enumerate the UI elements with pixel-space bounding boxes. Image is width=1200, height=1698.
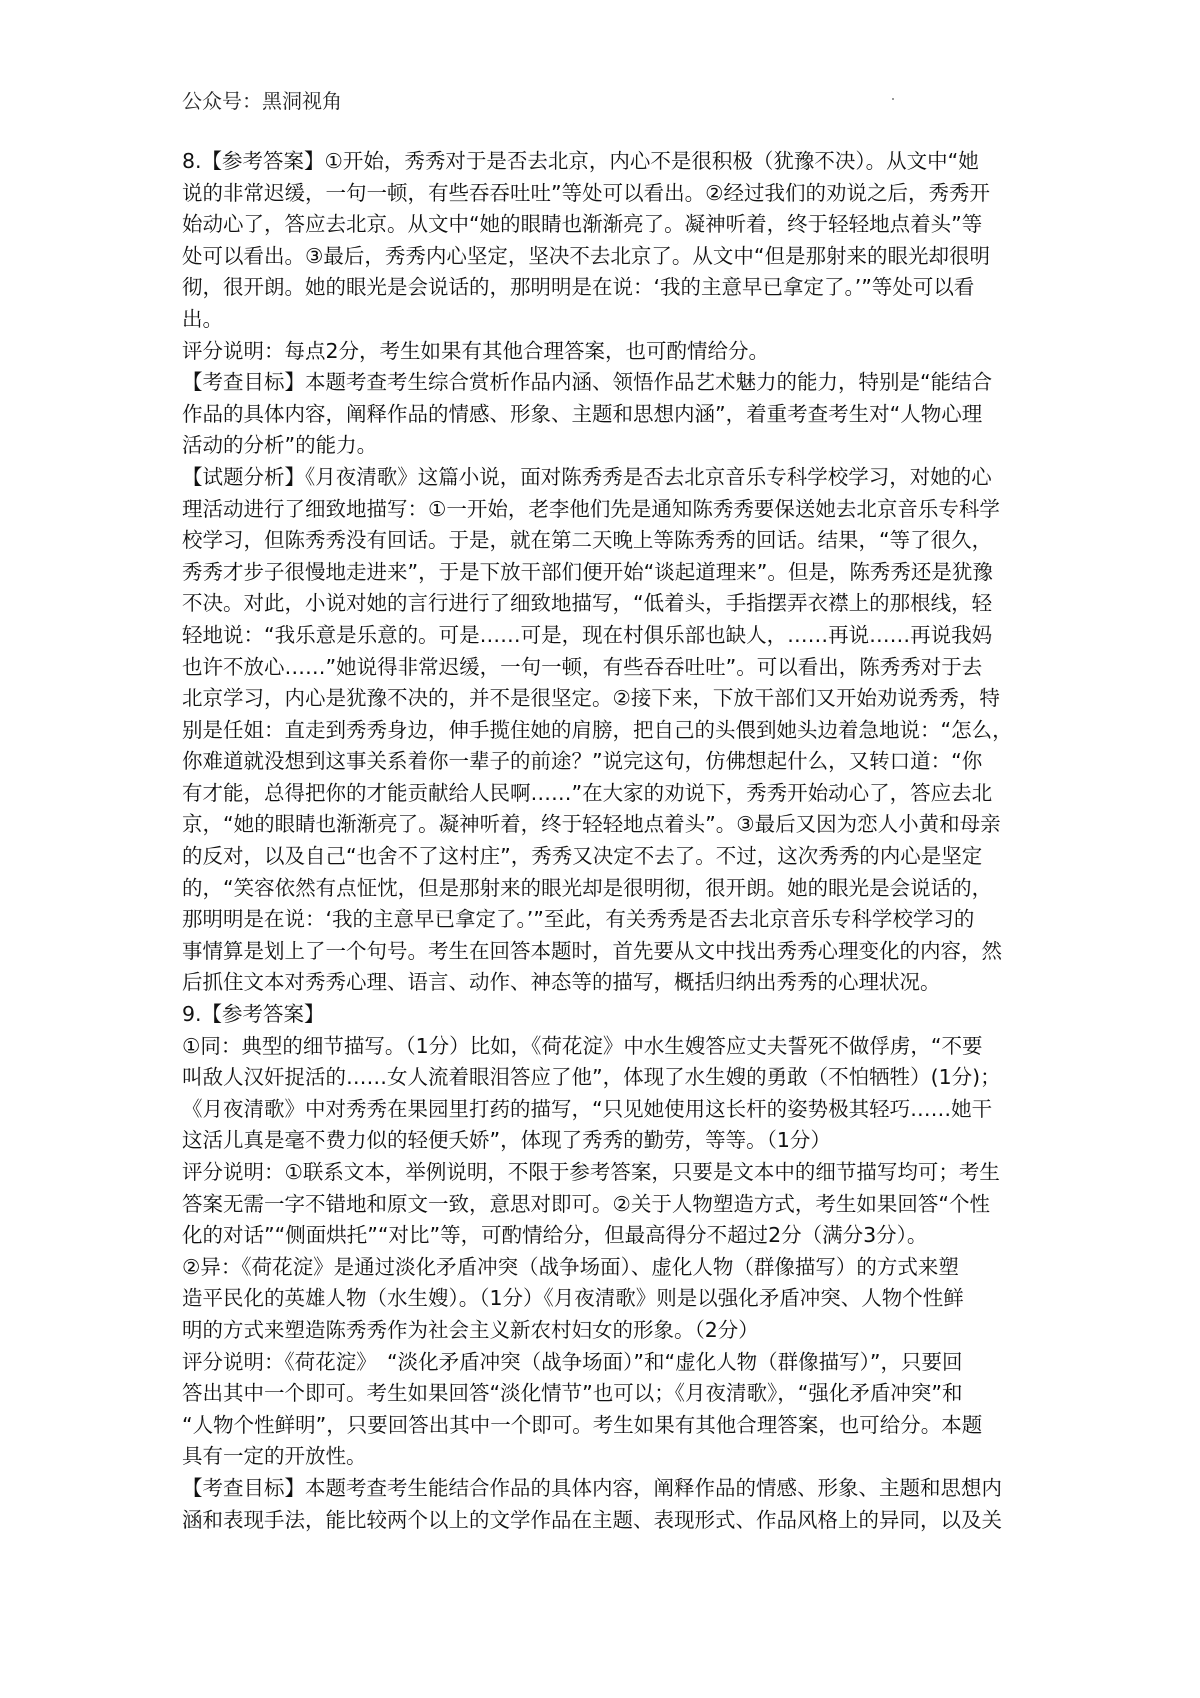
text-line: 评分说明：《荷花淀》 “淡化矛盾冲突（战争场面）”和“虚化人物（群像描写）”，只要回 bbox=[182, 1349, 963, 1374]
answer-text-body bbox=[182, 146, 1032, 1536]
text-line: 8.【参考答案】①开始，秀秀对于是否去北京，内心不是很积极（犹豫不决）。从文中“她 bbox=[182, 149, 979, 173]
text-line: ②异：《荷花淀》是通过淡化矛盾冲突（战争场面）、虚化人物（群像描写）的方式来塑 bbox=[182, 1254, 959, 1279]
text-line: 评分说明：①联系文本，举例说明，不限于参考答案，只要是文本中的细节描写均可；考生 bbox=[182, 1160, 1000, 1184]
text-line: 别是任姐：直走到秀秀身边，伸手揽住她的肩膀，把自己的头偎到她头边着急地说：“怎么， bbox=[182, 717, 1013, 742]
text-line: 有才能，总得把你的才能贡献给人民啊……”在大家的劝说下，秀秀开始动心了，答应去北 bbox=[182, 780, 993, 805]
text-line: 彻，很开朗。她的眼光是会说话的，那明明是在说：‘我的主意早已拿定了。’”等处可以看 bbox=[182, 275, 975, 300]
text-line: 京，“她的眼睛也渐渐亮了。凝神听着，终于轻轻地点着头”。③最后又因为恋人小黄和母亲 bbox=[182, 812, 1001, 837]
text-line: 【考查目标】本题考查考生能结合作品的具体内容，阐释作品的情感、形象、主题和思想内 bbox=[182, 1475, 1002, 1500]
text-line: 具有一定的开放性。 bbox=[182, 1444, 367, 1469]
text-line: 你难道就没想到这事关系着你一辈子的前途？”说完这句，仿佛想起什么，又转口道：“你 bbox=[182, 749, 983, 774]
text-line: 的，“笑容依然有点怔忱，但是那射来的眼光却是很明彻，很开朗。她的眼光是会说话的， bbox=[182, 875, 993, 900]
text-line: 叫敌人汉奸捉活的……女人流着眼泪答应了他”，体现了水生嫂的勇敢（不怕牺牲）(1分)； bbox=[182, 1065, 1001, 1090]
text-line: 涵和表现手法，能比较两个以上的文学作品在主题、表现形式、作品风格上的异同，以及关 bbox=[182, 1507, 1002, 1532]
text-line: 北京学习，内心是犹豫不决的，并不是很坚定。②接下来，下放干部们又开始劝说秀秀，特 bbox=[182, 686, 1000, 711]
text-line: 的反对，以及自己“也舍不了这村庄”，秀秀又决定不去了。不过，这次秀秀的内心是坚定 bbox=[182, 844, 983, 869]
scan-dot bbox=[892, 98, 894, 100]
text-line: 不决。对此，小说对她的言行进行了细致地描写，“低着头，手指摆弄衣襟上的那根线，轻 bbox=[182, 591, 993, 616]
text-line: ①同：典型的细节描写。（1分）比如，《荷花淀》中水生嫂答应丈夫誓死不做俘虏，“不要 bbox=[182, 1033, 983, 1058]
text-line: 校学习，但陈秀秀没有回话。于是，就在第二天晚上等陈秀秀的回话。结果，“等了很久， bbox=[182, 528, 993, 553]
text-line: 这活儿真是毫不费力似的轻便夭娇”，体现了秀秀的勤劳，等等。（1分） bbox=[182, 1128, 831, 1153]
text-line: 那明明是在说：‘我的主意早已拿定了。’”至此，有关秀秀是否去北京音乐专科学校学习的 bbox=[182, 907, 975, 932]
text-line: 后抓住文本对秀秀心理、语言、动作、神态等的描写，概括归纳出秀秀的心理状况。 bbox=[182, 970, 941, 995]
text-line: 造平民化的英雄人物（水生嫂）。（1分）《月夜清歌》则是以强化矛盾冲突、人物个性鲜 bbox=[182, 1286, 964, 1311]
text-line: 轻地说：“我乐意是乐意的。可是……可是，现在村俱乐部也缺人，……再说……再说我妈 bbox=[182, 622, 993, 647]
text-line: 9.【参考答案】 bbox=[182, 1002, 325, 1027]
text-line: 答出其中一个即可。考生如果回答“淡化情节”也可以；《月夜清歌》，“强化矛盾冲突”和 bbox=[182, 1381, 963, 1406]
text-line: 处可以看出。③最后，秀秀内心坚定，坚决不去北京了。从文中“但是那射来的眼光却很明 bbox=[182, 243, 990, 268]
text-line: 也许不放心……”她说得非常迟缓，一句一顿，有些吞吞吐吐”。可以看出，陈秀秀对于去 bbox=[182, 654, 983, 679]
text-line: 化的对话”“侧面烘托”“对比”等，可酌情给分，但最高得分不超过2分（满分3分）。 bbox=[182, 1223, 928, 1248]
text-line: 始动心了，答应去北京。从文中“她的眼睛也渐渐亮了。凝神听着，终于轻轻地点着头”等 bbox=[182, 212, 983, 237]
text-line: 理活动进行了细致地描写：①一开始，老李他们先是通知陈秀秀要保送她去北京音乐专科学 bbox=[182, 496, 1000, 521]
text-line: 评分说明：每点2分，考生如果有其他合理答案，也可酌情给分。 bbox=[182, 338, 770, 363]
text-line: “人物个性鲜明”，只要回答出其中一个即可。考生如果有其他合理答案，也可给分。本题 bbox=[182, 1412, 983, 1437]
text-line: 明的方式来塑造陈秀秀作为社会主义新农村妇女的形象。（2分） bbox=[182, 1317, 759, 1342]
text-line: 出。 bbox=[182, 306, 223, 331]
text-line: 答案无需一字不错地和原文一致，意思对即可。②关于人物塑造方式，考生如果回答“个性 bbox=[182, 1191, 990, 1216]
text-line: 说的非常迟缓，一句一顿，有些吞吞吐吐”等处可以看出。②经过我们的劝说之后，秀秀开 bbox=[182, 180, 990, 205]
text-line: 活动的分析”的能力。 bbox=[182, 433, 378, 458]
text-line: 《月夜清歌》中对秀秀在果园里打药的描写，“只见她使用这长杆的姿势极其轻巧……她干 bbox=[182, 1096, 993, 1121]
source-header: 公众号：黑洞视角 bbox=[182, 89, 342, 113]
text-line: 【考查目标】本题考查考生综合赏析作品内涵、领悟作品艺术魅力的能力，特别是“能结合 bbox=[182, 370, 993, 395]
text-line: 作品的具体内容，阐释作品的情感、形象、主题和思想内涵”，着重考查考生对“人物心理 bbox=[182, 401, 983, 426]
text-line: 事情算是划上了一个句号。考生在回答本题时，首先要从文中找出秀秀心理变化的内容，然 bbox=[182, 938, 1002, 963]
text-line: 【试题分析】《月夜清歌》这篇小说，面对陈秀秀是否去北京音乐专科学校学习，对她的心 bbox=[182, 464, 992, 489]
text-line: 秀秀才步子很慢地走进来”，于是下放干部们便开始“谈起道理来”。但是，陈秀秀还是犹豫 bbox=[182, 559, 993, 584]
